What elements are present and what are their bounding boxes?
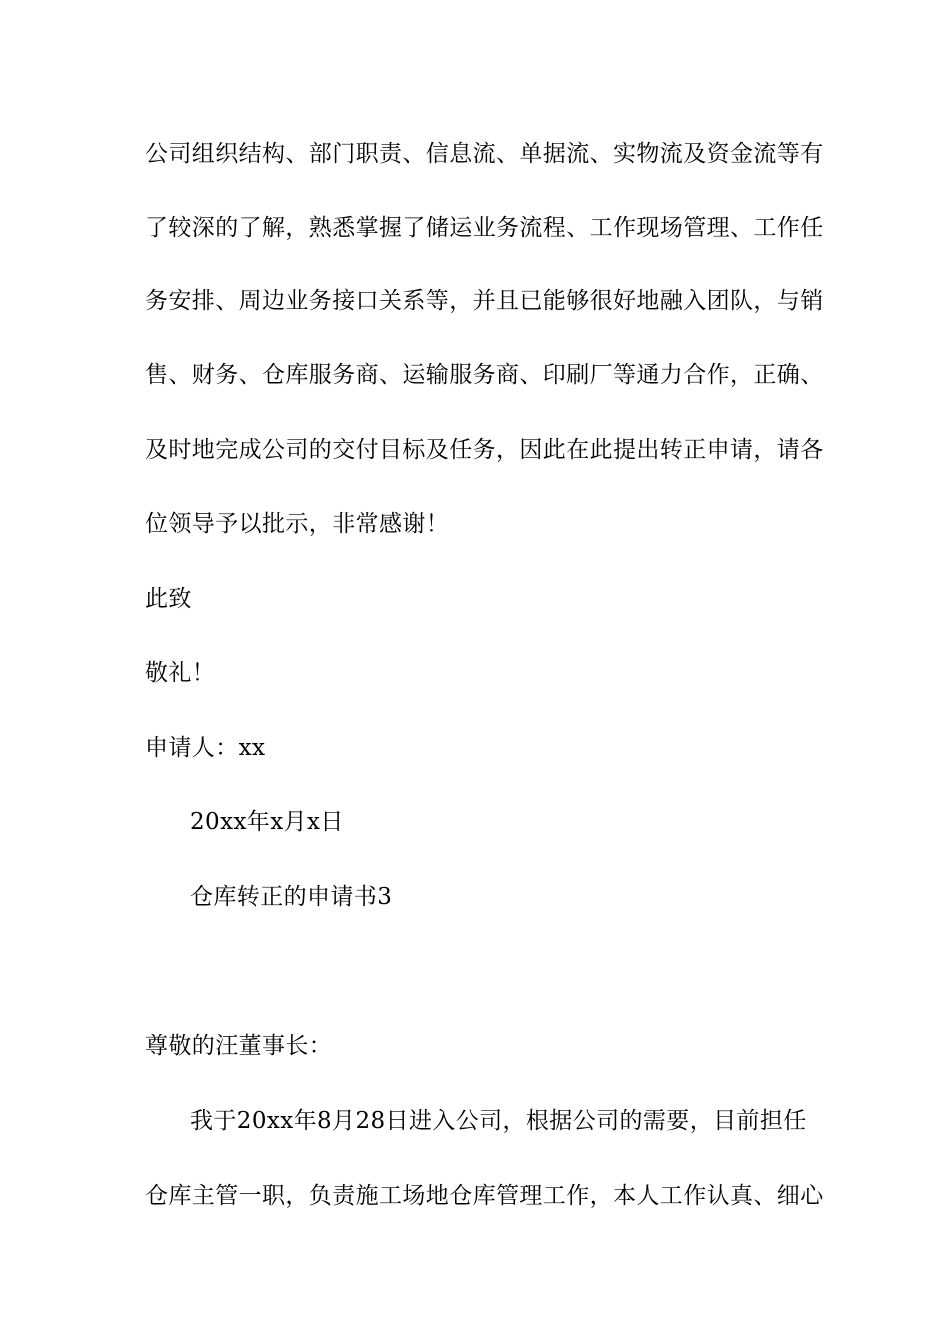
paragraph-line: 我于20xx年8月28日进入公司，根据公司的需要，目前担任 [190,1108,807,1134]
date-line: 20xx年x月x日 [190,809,344,835]
paragraph-line: 位领导予以批示，非常感谢！ [145,511,450,537]
paragraph-line: 了较深的了解，熟悉掌握了储运业务流程、工作现场管理、工作任 [145,215,824,241]
salutation: 尊敬的汪董事长： [145,1033,333,1059]
closing-salute: 敬礼！ [145,660,216,686]
paragraph-line: 售、财务、仓库服务商、运输服务商、印刷厂等通力合作，正确、 [145,362,824,388]
applicant-line: 申请人：xx [145,735,266,761]
paragraph-line: 仓库主管一职，负责施工场地仓库管理工作，本人工作认真、细心 [145,1183,824,1209]
paragraph-line: 及时地完成公司的交付目标及任务，因此在此提出转正申请，请各 [145,437,824,463]
paragraph-line: 务安排、周边业务接口关系等，并且已能够很好地融入团队，与销 [145,288,824,314]
section-title: 仓库转正的申请书3 [190,884,393,910]
closing-greeting: 此致 [145,586,192,612]
paragraph-line: 公司组织结构、部门职责、信息流、单据流、实物流及资金流等有 [145,141,824,167]
